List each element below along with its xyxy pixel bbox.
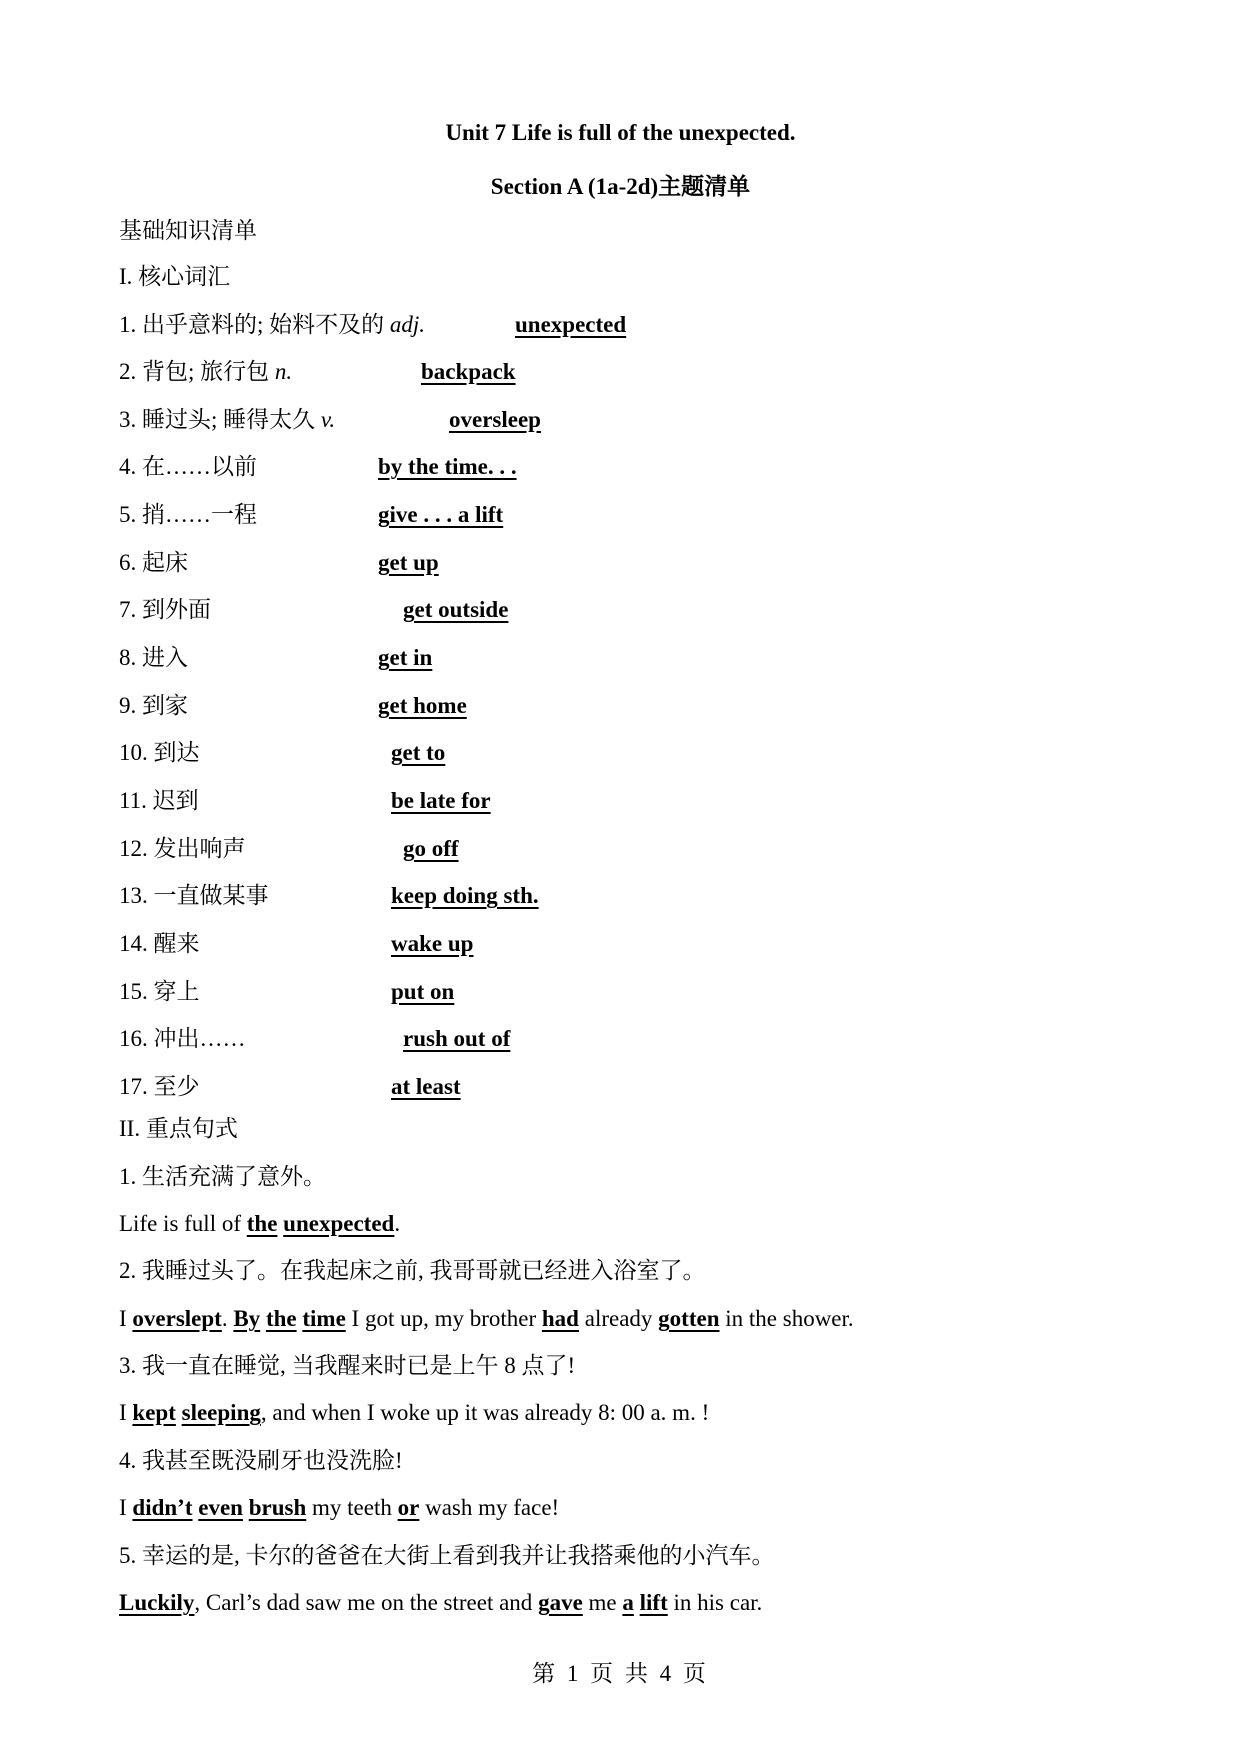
answer-word: unexpected	[283, 1211, 395, 1236]
vocab-item	[119, 881, 269, 911]
heading-sentences: II. 重点句式	[119, 1116, 238, 1141]
sentence-text: Life is full of	[119, 1211, 247, 1236]
answer-word: didn’t	[132, 1495, 193, 1520]
answer-word: kept	[132, 1400, 176, 1425]
vocab-answer: get to	[391, 740, 446, 765]
sentence-text: in his car.	[667, 1590, 763, 1615]
answer-word: the	[265, 1306, 297, 1331]
answer-word: even	[198, 1495, 243, 1520]
answer-word: time	[302, 1306, 346, 1331]
title-unit: Unit 7 Life is full of the unexpected.	[445, 120, 796, 145]
vocab-item	[119, 1072, 200, 1102]
vocab-chinese: 10. 到达	[119, 740, 200, 765]
sentence-text: , and when I woke up it was already 8: 00 a. m. !	[260, 1400, 710, 1425]
answer-word: Luckily	[119, 1590, 195, 1615]
sentence-text: wash my face!	[419, 1495, 560, 1520]
vocab-chinese: 13. 一直做某事	[119, 883, 269, 908]
vocab-answer: wake up	[391, 931, 474, 956]
vocab-item	[119, 548, 188, 578]
page-footer: 第 1 页 共 4 页	[532, 1661, 709, 1686]
vocab-chinese: 6. 起床	[119, 550, 188, 575]
vocab-answer: keep doing sth.	[391, 883, 539, 908]
vocab-item	[119, 691, 188, 721]
vocab-item	[119, 738, 200, 768]
vocab-chinese: 17. 至少	[119, 1074, 200, 1099]
vocab-item	[119, 977, 200, 1007]
vocab-item	[119, 595, 211, 625]
vocab-chinese: 15. 穿上	[119, 979, 200, 1004]
sentence-chinese: 5. 幸运的是, 卡尔的爸爸在大街上看到我并让我搭乘他的小汽车。	[119, 1543, 775, 1568]
answer-word: a	[622, 1590, 634, 1615]
sentence-text: I	[119, 1495, 133, 1520]
sentence-text: .	[221, 1306, 234, 1331]
answer-word: or	[397, 1495, 420, 1520]
answer-word: had	[541, 1306, 579, 1331]
vocab-answer: get up	[378, 550, 439, 575]
vocab-chinese: 14. 醒来	[119, 931, 200, 956]
sentence-text: I got up, my brother	[345, 1306, 542, 1331]
sentence-text: .	[394, 1211, 401, 1236]
sentence-text: , Carl’s dad saw me on the street and	[194, 1590, 539, 1615]
vocab-item	[119, 643, 188, 673]
vocab-item	[119, 500, 257, 530]
sentence-chinese: 1. 生活充满了意外。	[119, 1164, 326, 1189]
answer-word: By	[233, 1306, 261, 1331]
heading-vocab: I. 核心词汇	[119, 264, 231, 289]
sentence-english	[119, 1209, 400, 1239]
sentence-english	[119, 1398, 709, 1428]
heading-basic: 基础知识清单	[119, 218, 257, 243]
vocab-answer: unexpected	[515, 312, 627, 337]
sentence-text: me	[582, 1590, 623, 1615]
sentence-text: I	[119, 1306, 133, 1331]
sentence-text: my teeth	[306, 1495, 398, 1520]
vocab-chinese: 2. 背包; 旅行包	[119, 359, 275, 384]
vocab-chinese: 5. 捎……一程	[119, 502, 257, 527]
vocab-pos: v.	[320, 407, 336, 432]
vocab-item	[119, 1024, 246, 1054]
sentence-text: in the shower.	[719, 1306, 854, 1331]
vocab-answer: backpack	[421, 359, 516, 384]
vocab-chinese: 8. 进入	[119, 645, 188, 670]
vocab-chinese: 4. 在……以前	[119, 454, 257, 479]
vocab-item	[119, 929, 200, 959]
vocab-answer: get outside	[403, 597, 509, 622]
answer-word: brush	[248, 1495, 307, 1520]
vocab-answer: by the time. . .	[378, 454, 517, 479]
vocab-answer: rush out of	[403, 1026, 511, 1051]
vocab-answer: put on	[391, 979, 455, 1004]
vocab-answer: be late for	[391, 788, 491, 813]
vocab-item	[119, 310, 425, 340]
vocab-chinese: 1. 出乎意料的; 始料不及的	[119, 312, 390, 337]
vocab-chinese: 7. 到外面	[119, 597, 211, 622]
answer-word: overslept	[132, 1306, 222, 1331]
vocab-item	[119, 452, 257, 482]
answer-word: lift	[639, 1590, 668, 1615]
sentence-english	[119, 1493, 559, 1523]
sentence-english	[119, 1304, 854, 1334]
vocab-chinese: 11. 迟到	[119, 788, 199, 813]
sentence-chinese: 2. 我睡过头了。在我起床之前, 我哥哥就已经进入浴室了。	[119, 1258, 706, 1283]
vocab-item	[119, 786, 199, 816]
vocab-pos: adj.	[389, 312, 426, 337]
answer-word: sleeping	[181, 1400, 261, 1425]
vocab-answer: get home	[378, 693, 467, 718]
vocab-item	[119, 405, 335, 435]
vocab-answer: at least	[391, 1074, 461, 1099]
sentence-text: I	[119, 1400, 133, 1425]
vocab-chinese: 16. 冲出……	[119, 1026, 246, 1051]
vocab-answer: oversleep	[449, 407, 541, 432]
vocab-answer: go off	[403, 836, 459, 861]
vocab-answer: get in	[378, 645, 433, 670]
sentence-chinese: 4. 我甚至既没刷牙也没洗脸!	[119, 1448, 403, 1473]
title-section: Section A (1a-2d)主题清单	[490, 174, 751, 199]
vocab-chinese: 9. 到家	[119, 693, 188, 718]
answer-word: gotten	[658, 1306, 720, 1331]
vocab-answer: give . . . a lift	[378, 502, 504, 527]
vocab-pos: n.	[274, 359, 293, 384]
answer-word: gave	[538, 1590, 583, 1615]
sentence-text: already	[578, 1306, 659, 1331]
sentence-chinese: 3. 我一直在睡觉, 当我醒来时已是上午 8 点了!	[119, 1353, 576, 1378]
answer-word: the	[246, 1211, 278, 1236]
vocab-chinese: 3. 睡过头; 睡得太久	[119, 407, 321, 432]
vocab-item	[119, 834, 246, 864]
vocab-chinese: 12. 发出响声	[119, 836, 246, 861]
sentence-english	[119, 1588, 762, 1618]
vocab-item	[119, 357, 292, 387]
